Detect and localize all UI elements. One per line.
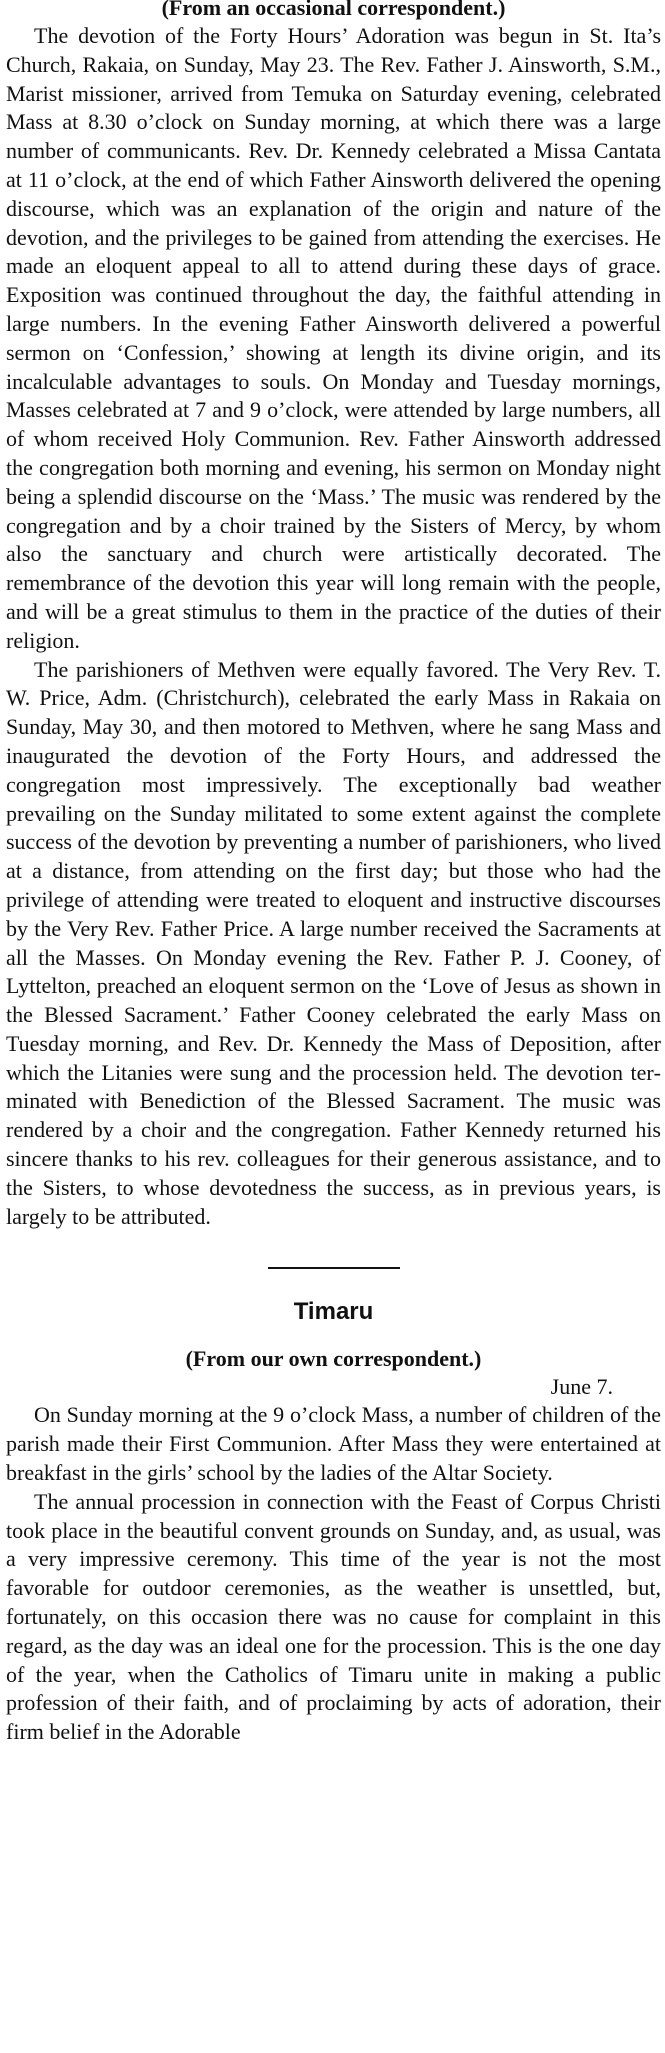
section-divider xyxy=(268,1267,400,1269)
section-title: Timaru xyxy=(293,1298,374,1326)
article-paragraph: On Sunday morning at the 9 o’clock Mass, a number of children of the parish made their First Communion. After Mass they were entertained at breakfast in the girls’ school by the ladies of the Altar Society. xyxy=(6,1402,661,1486)
article-paragraph: The annual procession in connection with the Feast of Corpus Christi took place in the beautiful convent grounds on Sunday, and, as usual, was a very impressive ceremony. This time of the year is not the most favorable for outdoor ceremonies, as the weather is unsettled, but, fortunately, on this occasion there was no cause for complaint in this regard, as the day was an ideal one for the procession. This is the one day of the year, when the Catholics of Timaru unite in making a public profession of their faith, and of proclaiming by acts of adoration, their firm belief in the Adorable xyxy=(6,1488,661,1745)
correspondent-subhead: (From an occasional correspondent.) xyxy=(161,0,506,20)
dateline: June 7. xyxy=(550,1374,613,1400)
correspondent-subhead: (From our own correspondent.) xyxy=(185,1346,482,1372)
article-paragraph: The devotion of the Forty Hours’ Adoration was begun in St. Ita’s Church, Rakaia, on Sunday, May 23. The Rev. Father J. Ainsworth, S.M., Marist missioner, arrived from Temuka on Saturday evening, celebrated Mass at 8.30 o’clock on Sunday morning, at which there was a large number of communicants. Rev. Dr. Kennedy celebrated a Missa Cantata at 11 o’clock, at the end of which Father Ainsworth delivered the opening discourse, which was an explanation of the origin and nature of the devotion, and the privileges to be gained from attending the exercises. He made an eloquent appeal to all to attend during these days of grace. Exposition was continued throughout the day, the faithful attending in large numbers. In the evening Father Ainsworth delivered a powerful sermon on ‘Confession,’ showing at length its divine origin, and its incalculable advantages to souls. On Monday and Tuesday mornings, Masses celebrated at 7 and 9 o’clock, were attended by large numbers, all of whom received Holy Communion. Rev. Father Ainsworth addressed the congregation both morning and evening, his sermon on Monday night being a splendid discourse on the ‘Mass.’ The music was rendered by the congregation and by a choir trained by the Sisters of Mercy, by whom also the sanctuary and church were artistically decorated. The remembrance of the devotion this year will long remain with the people, and will be a great stimulus to them in the practice of the duties of their religion. xyxy=(6,23,661,653)
article-timaru xyxy=(6,1297,661,1747)
article-rakaia xyxy=(6,0,661,1231)
article-paragraph: The parishioners of Methven were equally favored. The Very Rev. T. W. Price, Adm. (Christchurch), celebrated the early Mass in Rakaia on Sunday, May 30, and then motored to Methven, where he sang Mass and inaugurated the devotion of the Forty Hours, and addressed the congregation most impressively. The exceptionally bad weather prevailing on the Sunday militated to some extent against the complete success of the devotion by preventing a number of parishioners, who lived at a distance, from attending on the first day; but those who had the privilege of attending were treated to eloquent and instructive discourses by the Very Rev. Father Price. A large number received the Sacraments at all the Masses. On Monday evening the Rev. Father P. J. Cooney, of Lyttelton, preached an eloquent sermon on the ‘Love of Jesus as shown in the Blessed Sacrament.’ Father Cooney celebrated the early Mass on Tuesday morning, and Rev. Dr. Kennedy the Mass of Deposition, after which the Litanies were sung and the procession held. The devotion terminated with Benediction of the Blessed Sacrament. The music was rendered by a choir and the congregation. Father Kennedy returned his sincere thanks to his rev. colleagues for their generous assistance, and to the Sisters, to whose devotedness the success, as in previous years, is largely to be attributed. xyxy=(6,656,661,1229)
